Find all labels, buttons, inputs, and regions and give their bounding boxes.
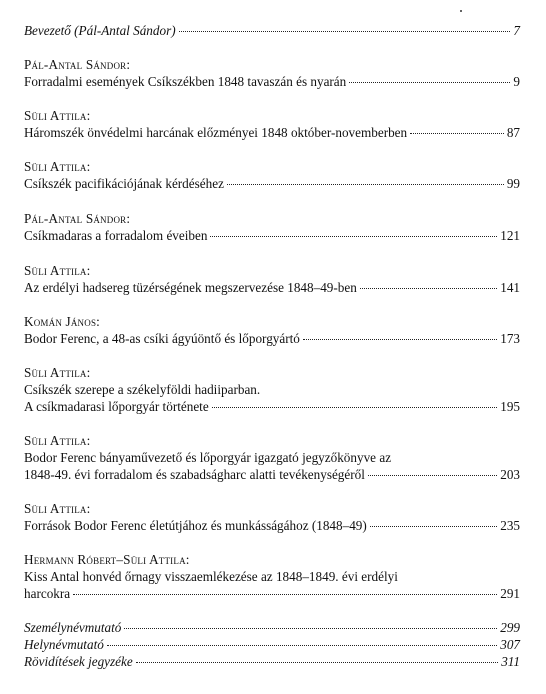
entry-author: Süli Attila:	[24, 108, 91, 123]
entry-title: Rövidítések jegyzéke	[24, 654, 133, 669]
entry-title: 1848-49. évi forradalom és szabadságharc alatti tevékenységéről	[24, 467, 365, 482]
entry-title: Forradalmi események Csíkszékben 1848 tavaszán és nyarán	[24, 74, 347, 89]
dot-leader	[227, 184, 504, 185]
dot-leader	[370, 526, 497, 527]
entry-title: Az erdélyi hadsereg tüzérségének megszervezése 1848–49-ben	[24, 280, 357, 295]
entry-title-line: Csíkszék szerepe a székelyföldi hadiiparban.	[24, 382, 261, 397]
entry-author: Süli Attila:	[24, 365, 91, 380]
entry-title: Csíkmadaras a forradalom éveiben	[24, 228, 208, 243]
entry-title: Források Bodor Ferenc életútjához és munkásságához (1848–49)	[24, 518, 367, 533]
entry-title: harcokra	[24, 586, 71, 601]
entry-title: Háromszék önvédelmi harcának előzményei 1848 október-novemberben	[24, 125, 408, 140]
entry-author: Süli Attila:	[24, 159, 91, 174]
entry-title: Csíkszék pacifikációjának kérdéséhez	[24, 176, 224, 191]
page-number: 235	[500, 518, 520, 533]
entry-title: Bodor Ferenc, a 48-as csíki ágyúöntő és lőporgyártó	[24, 331, 300, 346]
dot-leader	[210, 236, 497, 237]
toc-entry-5	[24, 279, 520, 297]
toc-entry-1	[24, 73, 520, 91]
page-number: 311	[501, 654, 520, 669]
toc-entry-4	[24, 227, 520, 245]
toc-entry-10	[24, 585, 520, 603]
page-number: 7	[513, 23, 520, 38]
entry-author: Hermann Róbert–Süli Attila:	[24, 552, 190, 567]
entry-author: Pál-Antal Sándor:	[24, 211, 131, 226]
toc-entry-2	[24, 124, 520, 142]
entry-title: Személynévmutató	[24, 620, 122, 635]
page-number: 203	[500, 467, 520, 482]
dot-leader	[124, 628, 497, 629]
entry-author: Komán János:	[24, 314, 101, 329]
dot-leader	[136, 662, 498, 663]
dot-leader	[303, 339, 497, 340]
toc-entry-9	[24, 517, 520, 535]
entry-author: Süli Attila:	[24, 433, 91, 448]
entry-title-line: Kiss Antal honvéd őrnagy visszaemlékezése az 1848–1849. évi erdélyi	[24, 569, 398, 584]
page-number: 173	[500, 331, 520, 346]
page-number: 87	[506, 125, 520, 140]
page-number: 99	[506, 176, 520, 191]
entry-author: Süli Attila:	[24, 263, 91, 278]
toc-entry-6	[24, 330, 520, 348]
toc-entry-8	[24, 466, 520, 484]
dot-leader	[179, 31, 511, 32]
page-number: 141	[500, 280, 520, 295]
dot-leader	[349, 82, 510, 83]
page-number: 291	[500, 586, 520, 601]
page-number: 9	[513, 74, 520, 89]
dot-leader	[368, 475, 497, 476]
page-number: 307	[500, 637, 520, 652]
entry-author: Pál-Antal Sándor:	[24, 57, 131, 72]
entry-title: Bevezető (Pál-Antal Sándor)	[24, 23, 176, 38]
toc-entry-7	[24, 398, 520, 416]
toc-abbreviations	[24, 653, 520, 671]
toc-entry-intro	[24, 22, 520, 40]
page-number: 121	[500, 228, 520, 243]
scan-speck	[460, 10, 462, 12]
toc-entry-3	[24, 175, 520, 193]
entry-title: Helynévmutató	[24, 637, 104, 652]
dot-leader	[410, 133, 504, 134]
toc-index-places	[24, 636, 520, 654]
entry-author: Süli Attila:	[24, 501, 91, 516]
dot-leader	[107, 645, 497, 646]
dot-leader	[212, 407, 498, 408]
page-number: 195	[500, 399, 520, 414]
dot-leader	[360, 288, 497, 289]
toc-index-names	[24, 619, 520, 637]
page-number: 299	[500, 620, 520, 635]
dot-leader	[73, 594, 497, 595]
entry-title: A csíkmadarasi lőporgyár története	[24, 399, 209, 414]
entry-title-line: Bodor Ferenc bányaművezető és lőporgyár igazgató jegyzőkönyve az	[24, 450, 392, 465]
